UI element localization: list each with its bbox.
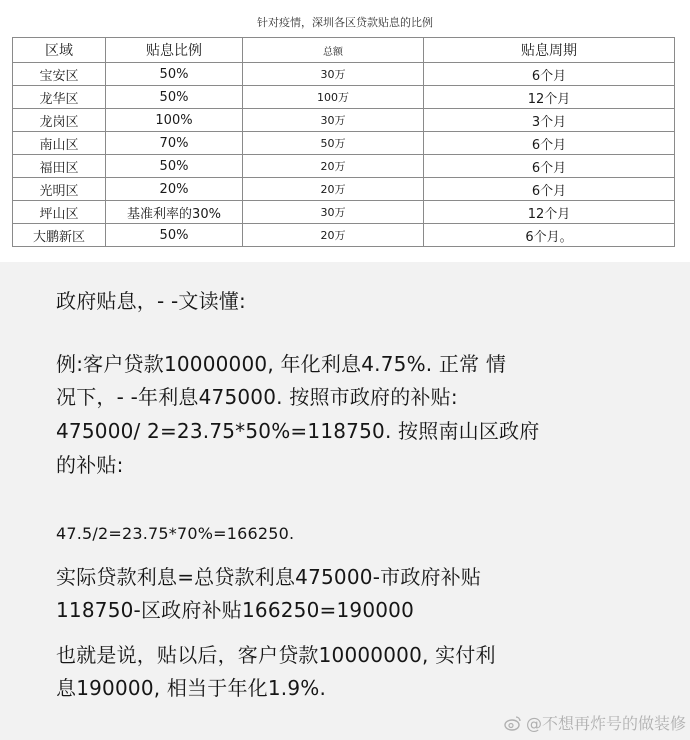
cell-period: 6个月 [424,63,675,86]
table-header-row [13,38,675,63]
cell-ratio: 50% [106,224,243,247]
cell-period: 12个月 [424,201,675,224]
table-row [13,109,675,132]
conclusion-line-1: 也就是说，贴以后，客户贷款10000000, 实付利 [56,643,496,667]
explanation-section [0,262,690,740]
subsidy-table-section [0,0,690,262]
table-row [13,132,675,155]
cell-total: 20万 [243,224,424,247]
header-total: 总额 [243,38,424,63]
cell-period: 6个月 [424,178,675,201]
cell-district: 龙华区 [13,86,106,109]
conclusion-line-2: 息190000, 相当于年化1.9%. [56,676,327,700]
cell-ratio: 50% [106,86,243,109]
cell-period: 6个月。 [424,224,675,247]
calc-line: 47.5/2=23.75*70%=166250. [56,524,295,543]
cell-period: 6个月 [424,132,675,155]
cell-district: 南山区 [13,132,106,155]
example-line-1: 例:客户贷款10000000, 年化利息4.75%. 正常 情 [56,352,507,376]
watermark-text: @不想再炸号的做装修 [525,714,686,733]
cell-ratio: 50% [106,63,243,86]
table-row [13,155,675,178]
cell-total: 20万 [243,155,424,178]
cell-ratio: 基准利率的30% [106,201,243,224]
subsidy-table [12,37,675,247]
cell-total: 50万 [243,132,424,155]
actual-interest-line-2: 118750-区政府补贴166250=190000 [56,598,415,622]
table-row [13,86,675,109]
cell-district: 福田区 [13,155,106,178]
cell-district: 坪山区 [13,201,106,224]
heading-line: 政府贴息，- -文读懂: [56,289,246,313]
table-row [13,178,675,201]
header-ratio: 贴息比例 [106,38,243,63]
header-period: 贴息周期 [424,38,675,63]
cell-district: 光明区 [13,178,106,201]
cell-ratio: 20% [106,178,243,201]
weibo-icon [504,715,522,731]
cell-period: 6个月 [424,155,675,178]
cell-district: 龙岗区 [13,109,106,132]
cell-district: 宝安区 [13,63,106,86]
cell-period: 12个月 [424,86,675,109]
cell-ratio: 70% [106,132,243,155]
table-row [13,201,675,224]
cell-total: 100万 [243,86,424,109]
cell-total: 30万 [243,201,424,224]
cell-ratio: 100% [106,109,243,132]
cell-period: 3个月 [424,109,675,132]
cell-total: 30万 [243,63,424,86]
example-line-4: 的补贴: [56,453,124,477]
cell-total: 20万 [243,178,424,201]
example-line-3: 475000/ 2=23.75*50%=118750. 按照南山区政府 [56,419,540,443]
example-line-2: 况下，- -年利息475000. 按照市政府的补贴: [56,385,458,409]
cell-total: 30万 [243,109,424,132]
watermark [504,711,686,734]
header-district: 区域 [13,38,106,63]
table-row [13,224,675,247]
table-title: 针对疫情，深圳各区贷款贴息的比例 [257,16,433,29]
cell-ratio: 50% [106,155,243,178]
actual-interest-line-1: 实际贷款利息=总贷款利息475000-市政府补贴 [56,565,482,589]
cell-district: 大鹏新区 [13,224,106,247]
table-row [13,63,675,86]
